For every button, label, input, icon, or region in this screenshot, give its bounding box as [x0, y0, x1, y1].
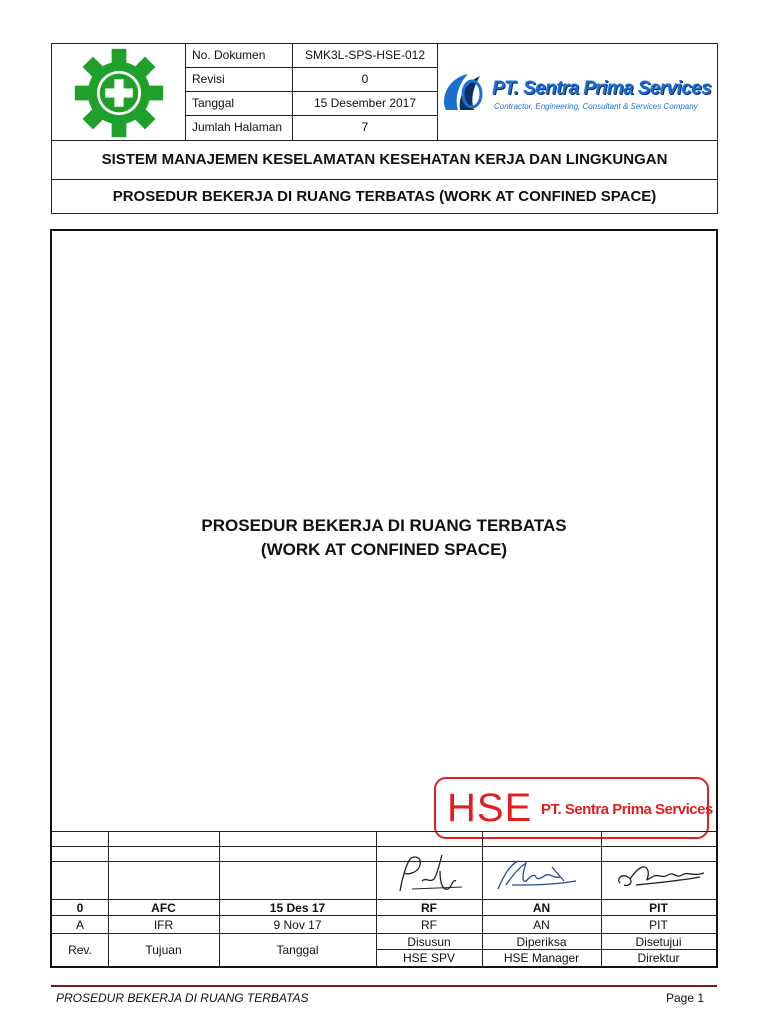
- header-tujuan: Tujuan: [145, 943, 182, 957]
- meta-value: 7: [293, 116, 438, 140]
- tanggal-cell: 15 Des 17: [269, 901, 326, 915]
- meta-value: 0: [293, 68, 438, 91]
- meta-label: Tanggal: [186, 92, 293, 115]
- signature-diperiksa: [492, 855, 582, 895]
- header-tanggal: Tanggal: [276, 943, 319, 957]
- tujuan-cell: AFC: [151, 901, 176, 915]
- stamp-company: PT. Sentra Prima Services: [541, 801, 713, 818]
- stamp-label: HSE: [447, 786, 533, 830]
- table-rule: [376, 949, 716, 950]
- meta-row-no-dokumen: [186, 44, 438, 68]
- tujuan-cell: IFR: [153, 918, 174, 932]
- document-meta-table: [186, 44, 438, 140]
- header-disusun: Disusun: [407, 935, 451, 949]
- role-disusun: HSE SPV: [402, 951, 456, 965]
- company-logo-cell: [438, 44, 717, 140]
- procedure-title: PROSEDUR BEKERJA DI RUANG TERBATAS (WORK AT CONFINED SPACE): [112, 188, 657, 205]
- header-rev: Rev.: [68, 943, 92, 957]
- meta-value: 15 Desember 2017: [293, 92, 438, 115]
- header-top-row: [52, 44, 717, 141]
- cover-title-line1: PROSEDUR BEKERJA DI RUANG TERBATAS: [201, 516, 567, 535]
- company-name: PT. Sentra Prima Services: [492, 78, 712, 99]
- disetujui-cell: PIT: [649, 901, 668, 915]
- rev-cell: 0: [76, 901, 84, 915]
- document-header: [51, 43, 718, 214]
- meta-label: Revisi: [186, 68, 293, 91]
- diperiksa-cell: AN: [533, 918, 550, 932]
- table-rule: [52, 846, 716, 847]
- disetujui-cell: PIT: [649, 918, 668, 932]
- meta-row-tanggal: [186, 92, 438, 116]
- table-rule: [52, 933, 716, 934]
- table-rule: [52, 899, 716, 900]
- header-diperiksa: Diperiksa: [516, 935, 567, 949]
- meta-label: No. Dokumen: [186, 44, 293, 67]
- system-title: SISTEM MANAJEMEN KESELAMATAN KESEHATAN KERJA DAN LINGKUNGAN: [52, 141, 717, 180]
- revision-table: [52, 831, 716, 966]
- meta-label: Jumlah Halaman: [186, 116, 293, 140]
- meta-row-revisi: [186, 68, 438, 92]
- table-rule: [52, 831, 716, 832]
- k3-gear-cross-icon: [73, 47, 165, 139]
- table-rule: [52, 915, 716, 916]
- footer-document-title: PROSEDUR BEKERJA DI RUANG TERBATAS: [56, 991, 309, 1005]
- signature-disetujui: [612, 857, 712, 893]
- footer-page-number: Page 1: [666, 991, 705, 1005]
- meta-value: SMK3L-SPS-HSE-012: [293, 44, 438, 67]
- tanggal-cell: 9 Nov 17: [273, 918, 322, 932]
- rev-cell: A: [75, 918, 84, 932]
- header-disetujui: Disetujui: [635, 935, 682, 949]
- meta-row-jumlah-halaman: [186, 116, 438, 140]
- footer-rule: [51, 985, 717, 987]
- hse-stamp: [434, 777, 713, 839]
- signature-disusun: [392, 851, 472, 897]
- disusun-cell: RF: [421, 901, 437, 915]
- cover-title-line2: (WORK AT CONFINED SPACE): [260, 540, 508, 559]
- k3-logo-cell: [52, 44, 186, 140]
- diperiksa-cell: AN: [532, 901, 551, 915]
- disusun-cell: RF: [421, 918, 437, 932]
- company-tagline: Contractor, Engineering, Consultant & Services Company: [494, 102, 698, 111]
- role-diperiksa: HSE Manager: [503, 951, 580, 965]
- company-emblem-icon: [438, 68, 490, 116]
- cover-body: [50, 229, 718, 968]
- role-disetujui: Direktur: [637, 951, 680, 965]
